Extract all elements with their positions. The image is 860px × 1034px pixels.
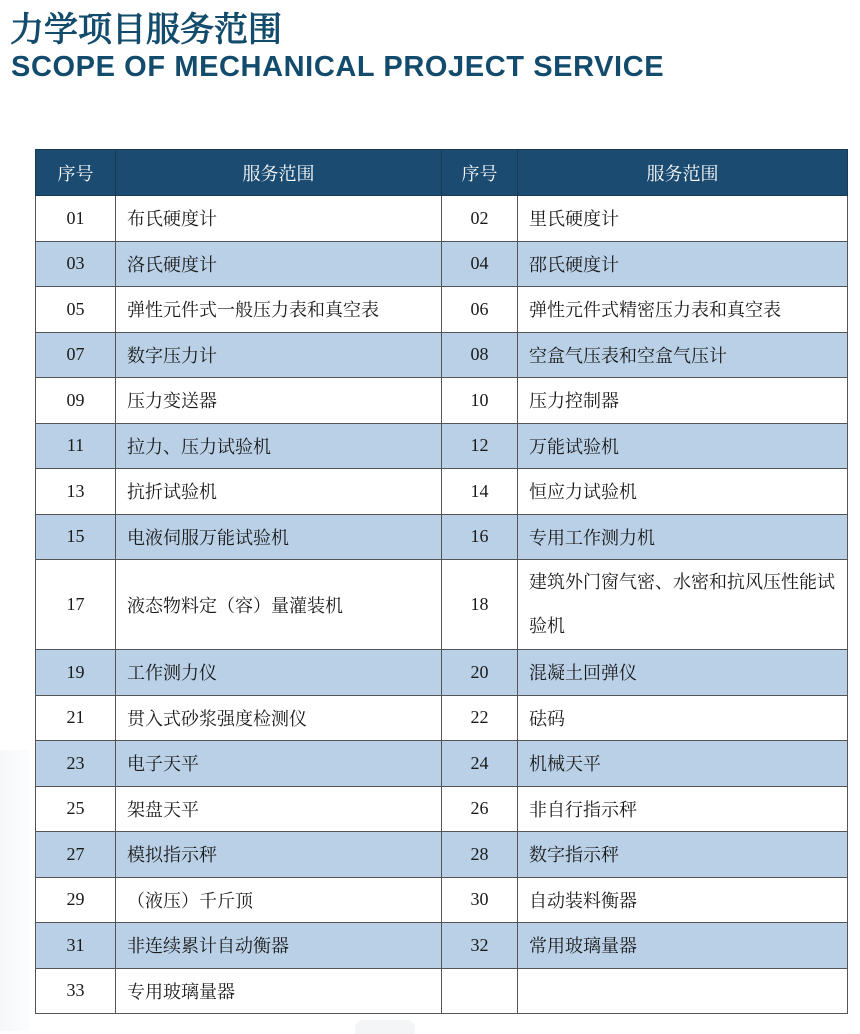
item-number: 12 [442, 423, 518, 469]
column-header-scope: 服务范围 [518, 150, 848, 196]
item-description: 电液伺服万能试验机 [116, 514, 442, 560]
item-description: 数字压力计 [116, 332, 442, 378]
table-row [36, 378, 848, 424]
background-shade [0, 750, 30, 1031]
item-number: 18 [442, 560, 518, 650]
column-header-number: 序号 [36, 150, 116, 196]
table-row [36, 877, 848, 923]
item-number: 32 [442, 923, 518, 969]
item-number: 04 [442, 241, 518, 287]
item-description: 模拟指示秤 [116, 832, 442, 878]
column-header-number: 序号 [442, 150, 518, 196]
item-number: 25 [36, 786, 116, 832]
item-number: 17 [36, 560, 116, 650]
item-description: （液压）千斤顶 [116, 877, 442, 923]
item-number: 07 [36, 332, 116, 378]
item-description: 弹性元件式精密压力表和真空表 [518, 287, 848, 333]
table-row [36, 196, 848, 242]
table-header-row [36, 150, 848, 196]
column-header-scope: 服务范围 [116, 150, 442, 196]
item-description: 拉力、压力试验机 [116, 423, 442, 469]
item-description: 自动装料衡器 [518, 877, 848, 923]
item-description: 万能试验机 [518, 423, 848, 469]
item-description: 弹性元件式一般压力表和真空表 [116, 287, 442, 333]
item-number: 15 [36, 514, 116, 560]
watermark-logo [355, 1020, 415, 1034]
item-description: 抗折试验机 [116, 469, 442, 515]
table-row [36, 514, 848, 560]
table-row [36, 741, 848, 787]
item-description: 工作测力仪 [116, 650, 442, 696]
table-row [36, 560, 848, 650]
table-row [36, 332, 848, 378]
item-number: 30 [442, 877, 518, 923]
item-number: 14 [442, 469, 518, 515]
item-description: 压力控制器 [518, 378, 848, 424]
item-number: 31 [36, 923, 116, 969]
item-description: 架盘天平 [116, 786, 442, 832]
item-description: 数字指示秤 [518, 832, 848, 878]
table-row [36, 786, 848, 832]
item-description: 专用玻璃量器 [116, 968, 442, 1014]
item-description: 恒应力试验机 [518, 469, 848, 515]
table-row [36, 287, 848, 333]
item-description: 布氏硬度计 [116, 196, 442, 242]
item-description: 空盒气压表和空盒气压计 [518, 332, 848, 378]
table-row [36, 423, 848, 469]
item-number: 24 [442, 741, 518, 787]
item-description: 洛氏硬度计 [116, 241, 442, 287]
item-number: 33 [36, 968, 116, 1014]
item-description: 贯入式砂浆强度检测仪 [116, 695, 442, 741]
page-title-english: SCOPE OF MECHANICAL PROJECT SERVICE [11, 51, 665, 83]
item-number: 03 [36, 241, 116, 287]
item-number: 29 [36, 877, 116, 923]
item-description: 非自行指示秤 [518, 786, 848, 832]
item-number: 08 [442, 332, 518, 378]
page-title-chinese: 力学项目服务范围 [10, 10, 282, 50]
item-number: 22 [442, 695, 518, 741]
service-scope-table [35, 149, 848, 1014]
item-description: 里氏硬度计 [518, 196, 848, 242]
item-number-empty [442, 968, 518, 1014]
item-description: 电子天平 [116, 741, 442, 787]
item-description-multiline [518, 560, 848, 650]
item-description: 常用玻璃量器 [518, 923, 848, 969]
item-description: 压力变送器 [116, 378, 442, 424]
table-row [36, 650, 848, 696]
table-row [36, 241, 848, 287]
item-description: 混凝土回弹仪 [518, 650, 848, 696]
item-number: 05 [36, 287, 116, 333]
item-description: 液态物料定（容）量灌装机 [116, 560, 442, 650]
table-row [36, 695, 848, 741]
table-row [36, 832, 848, 878]
item-description: 砝码 [518, 695, 848, 741]
item-number: 13 [36, 469, 116, 515]
table-row [36, 469, 848, 515]
item-number: 11 [36, 423, 116, 469]
item-description: 专用工作测力机 [518, 514, 848, 560]
item-description-empty [518, 968, 848, 1014]
item-number: 02 [442, 196, 518, 242]
item-number: 06 [442, 287, 518, 333]
item-number: 28 [442, 832, 518, 878]
item-number: 19 [36, 650, 116, 696]
item-number: 27 [36, 832, 116, 878]
table-row [36, 968, 848, 1014]
item-description: 非连续累计自动衡器 [116, 923, 442, 969]
item-number: 20 [442, 650, 518, 696]
table-row [36, 923, 848, 969]
item-description: 机械天平 [518, 741, 848, 787]
item-number: 01 [36, 196, 116, 242]
item-description: 邵氏硬度计 [518, 241, 848, 287]
item-number: 26 [442, 786, 518, 832]
item-number: 16 [442, 514, 518, 560]
item-number: 21 [36, 695, 116, 741]
item-description-text: 建筑外门窗气密、水密和抗风压性能试验机 [529, 571, 835, 637]
item-number: 09 [36, 378, 116, 424]
item-number: 23 [36, 741, 116, 787]
item-number: 10 [442, 378, 518, 424]
